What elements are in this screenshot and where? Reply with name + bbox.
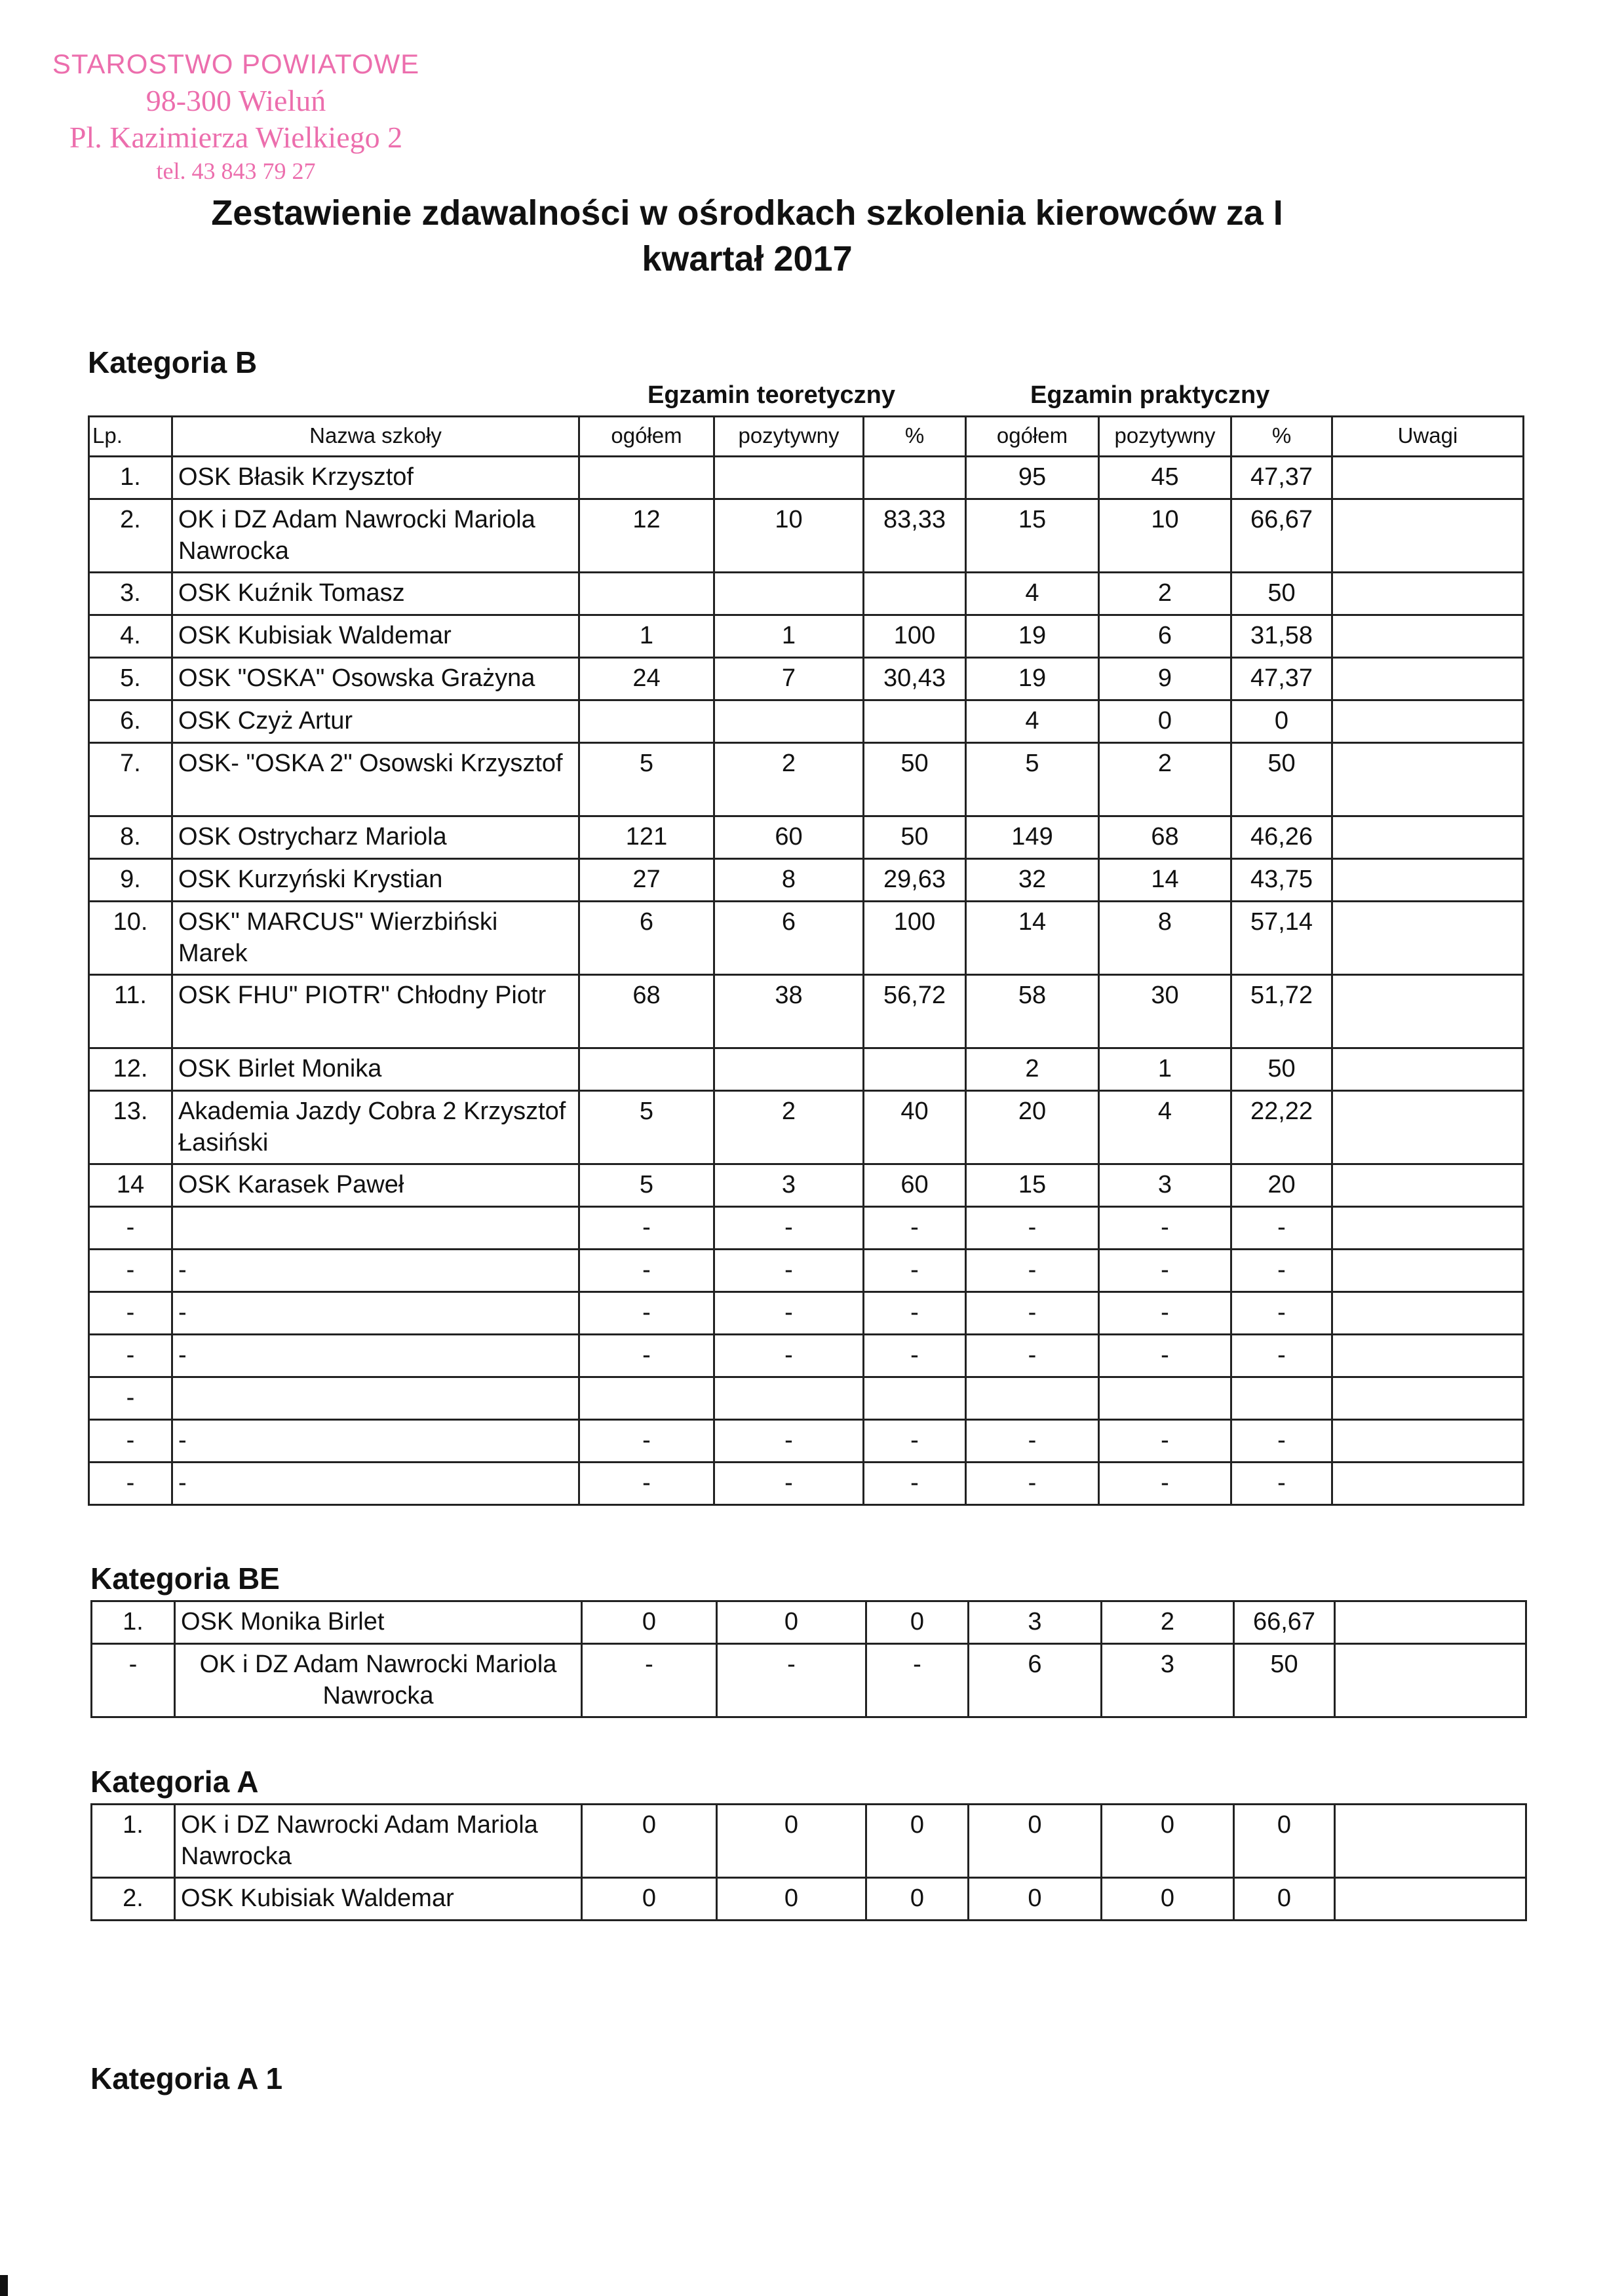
cell-school-name: OSK" MARCUS" Wierzbiński Marek [172,902,579,975]
cell-practice-passed: 14 [1099,859,1231,902]
cell-theory-passed [714,700,864,743]
category-a-heading: Kategoria A [90,1765,259,1799]
cell-practice-passed: - [1099,1335,1231,1377]
cell-theory-percent [864,573,966,615]
cell-theory-total: - [579,1335,714,1377]
table-row [89,1207,1524,1250]
cell-school-name [172,1207,579,1250]
column-header-theory-passed: pozytywny [714,417,864,457]
cell-practice-percent [1231,1377,1332,1420]
cell-practice-total: 0 [969,1878,1102,1921]
cell-theory-percent: - [866,1644,969,1717]
cell-theory-total: - [579,1250,714,1292]
title-line-1: Zestawienie zdawalności w ośrodkach szkolenia kierowców za I [211,193,1283,233]
cell-practice-passed: - [1099,1207,1231,1250]
table-row [92,1878,1526,1921]
table-row [89,1377,1524,1420]
cell-theory-percent: 83,33 [864,499,966,573]
cell-theory-percent: 100 [864,902,966,975]
cell-theory-percent [864,700,966,743]
cell-practice-passed: 68 [1099,816,1231,859]
cell-remarks [1332,499,1524,573]
cell-practice-total: 5 [966,743,1099,816]
cell-practice-percent: 20 [1231,1164,1332,1207]
cell-practice-total: 19 [966,615,1099,658]
table-row [89,1292,1524,1335]
cell-theory-total: 0 [582,1805,717,1878]
cell-theory-percent: 29,63 [864,859,966,902]
cell-lp: - [89,1335,172,1377]
cell-practice-total: 95 [966,457,1099,499]
cell-practice-percent: 50 [1234,1644,1335,1717]
cell-school-name: - [172,1335,579,1377]
cell-theory-total [579,700,714,743]
stamp-line: 98-300 Wieluń [145,84,326,117]
cell-practice-passed: 10 [1099,499,1231,573]
cell-remarks [1332,573,1524,615]
cell-lp: 1. [89,457,172,499]
cell-practice-passed: 45 [1099,457,1231,499]
stamp-line: tel. 43 843 79 27 [156,158,316,184]
cell-remarks [1332,902,1524,975]
cell-lp: 9. [89,859,172,902]
column-header-practice-total: ogółem [966,417,1099,457]
cell-theory-passed: 0 [717,1601,866,1644]
cell-lp: 1. [92,1601,175,1644]
cell-remarks [1332,1091,1524,1164]
cell-theory-passed: 8 [714,859,864,902]
cell-practice-total: 14 [966,902,1099,975]
cell-remarks [1332,1048,1524,1091]
cell-remarks [1332,1292,1524,1335]
cell-school-name: OSK "OSKA" Osowska Grażyna [172,658,579,700]
cell-theory-passed: 1 [714,615,864,658]
cell-theory-passed: - [714,1420,864,1463]
cell-practice-passed: - [1099,1292,1231,1335]
cell-theory-percent: - [864,1335,966,1377]
cell-school-name: OSK Karasek Paweł [172,1164,579,1207]
cell-remarks [1332,700,1524,743]
column-header-theory-total: ogółem [579,417,714,457]
table-row [89,1463,1524,1505]
cell-theory-passed: 60 [714,816,864,859]
stamp-line: Pl. Kazimierza Wielkiego 2 [69,121,403,154]
cell-theory-passed: - [714,1292,864,1335]
cell-theory-percent [864,1377,966,1420]
cell-theory-total: - [579,1420,714,1463]
table-row [89,658,1524,700]
table-row [89,1335,1524,1377]
stamp-line: STAROSTWO POWIATOWE [52,48,420,79]
cell-practice-total: - [966,1292,1099,1335]
cell-remarks [1332,615,1524,658]
cell-practice-total: 15 [966,499,1099,573]
cell-practice-total: - [966,1463,1099,1505]
cell-practice-passed: 6 [1099,615,1231,658]
cell-practice-passed: 2 [1102,1601,1234,1644]
cell-practice-passed: 0 [1102,1878,1234,1921]
cell-theory-percent [864,457,966,499]
cell-practice-percent: 50 [1231,1048,1332,1091]
cell-theory-passed: 38 [714,975,864,1048]
cell-lp: - [89,1207,172,1250]
column-header-practice-passed: pozytywny [1099,417,1231,457]
table-row [92,1601,1526,1644]
cell-school-name: OSK Birlet Monika [172,1048,579,1091]
cell-practice-total: - [966,1207,1099,1250]
cell-lp: 4. [89,615,172,658]
cell-theory-total: 5 [579,1164,714,1207]
cell-lp: 2. [92,1878,175,1921]
table-row [89,1420,1524,1463]
cell-theory-passed: 7 [714,658,864,700]
cell-practice-percent: - [1231,1292,1332,1335]
cell-school-name: - [172,1420,579,1463]
cell-practice-passed: 30 [1099,975,1231,1048]
cell-school-name: OSK Ostrycharz Mariola [172,816,579,859]
cell-remarks [1335,1805,1526,1878]
cell-theory-total: - [579,1207,714,1250]
table-row [92,1644,1526,1717]
table-row [89,615,1524,658]
table-row [89,457,1524,499]
cell-theory-passed [714,457,864,499]
cell-theory-total [579,1048,714,1091]
cell-practice-passed: - [1099,1463,1231,1505]
cell-practice-total: 19 [966,658,1099,700]
cell-practice-total: 15 [966,1164,1099,1207]
cell-practice-passed: 0 [1099,700,1231,743]
cell-lp: 7. [89,743,172,816]
theory-exam-group-header: Egzamin teoretyczny [648,381,895,409]
cell-practice-total: 6 [969,1644,1102,1717]
cell-theory-percent: 56,72 [864,975,966,1048]
cell-theory-percent: 50 [864,743,966,816]
cell-practice-percent: 66,67 [1234,1601,1335,1644]
cell-remarks [1332,1250,1524,1292]
cell-school-name [172,1377,579,1420]
cell-lp: 11. [89,975,172,1048]
cell-practice-percent: 47,37 [1231,658,1332,700]
cell-practice-total: - [966,1420,1099,1463]
cell-practice-total: 149 [966,816,1099,859]
cell-lp: - [89,1377,172,1420]
cell-theory-passed: 0 [717,1878,866,1921]
cell-lp: 6. [89,700,172,743]
cell-lp: 1. [92,1805,175,1878]
cell-school-name: OSK FHU" PIOTR" Chłodny Piotr [172,975,579,1048]
cell-remarks [1332,658,1524,700]
column-header-school-name: Nazwa szkoły [172,417,579,457]
cell-remarks [1332,1463,1524,1505]
cell-theory-percent: - [864,1463,966,1505]
cell-theory-percent: 40 [864,1091,966,1164]
cell-school-name: OSK Kubisiak Waldemar [175,1878,582,1921]
cell-school-name: OK i DZ Adam Nawrocki Mariola Nawrocka [172,499,579,573]
title-line-2: kwartał 2017 [642,239,853,278]
cell-practice-percent: 31,58 [1231,615,1332,658]
cell-theory-percent: 100 [864,615,966,658]
cell-theory-percent [864,1048,966,1091]
cell-lp: 12. [89,1048,172,1091]
cell-theory-percent: - [864,1207,966,1250]
cell-school-name: OSK Czyż Artur [172,700,579,743]
cell-remarks [1332,1164,1524,1207]
table-row [89,975,1524,1048]
cell-school-name: OK i DZ Nawrocki Adam Mariola Nawrocka [175,1805,582,1878]
column-header-theory-percent: % [864,417,966,457]
cell-practice-passed: 3 [1102,1644,1234,1717]
cell-practice-total: 20 [966,1091,1099,1164]
practical-exam-group-header: Egzamin praktyczny [1030,381,1270,409]
cell-theory-passed: - [714,1250,864,1292]
cell-theory-passed: - [714,1463,864,1505]
cell-practice-passed: 2 [1099,743,1231,816]
cell-lp: - [89,1292,172,1335]
table-row [89,499,1524,573]
cell-theory-total: - [579,1463,714,1505]
header-row [89,417,1524,457]
cell-practice-passed: 8 [1099,902,1231,975]
cell-lp: 8. [89,816,172,859]
cell-theory-passed [714,573,864,615]
table-row [89,700,1524,743]
cell-school-name: OK i DZ Adam Nawrocki Mariola Nawrocka [175,1644,582,1717]
cell-theory-percent: 0 [866,1601,969,1644]
cell-practice-passed: 3 [1099,1164,1231,1207]
table-row [92,1805,1526,1878]
cell-school-name: OSK Monika Birlet [175,1601,582,1644]
cell-lp: 2. [89,499,172,573]
cell-practice-passed: 0 [1102,1805,1234,1878]
cell-theory-total: 5 [579,743,714,816]
cell-practice-total: 3 [969,1601,1102,1644]
cell-theory-passed: - [714,1335,864,1377]
cell-remarks [1332,743,1524,816]
cell-school-name: OSK Kurzyński Krystian [172,859,579,902]
table-row [89,1164,1524,1207]
cell-practice-percent: - [1231,1207,1332,1250]
cell-practice-percent: - [1231,1463,1332,1505]
cell-theory-passed [714,1048,864,1091]
cell-practice-percent: - [1231,1420,1332,1463]
cell-theory-total: 0 [582,1601,717,1644]
cell-theory-passed: 2 [714,743,864,816]
cell-theory-percent: 60 [864,1164,966,1207]
cell-lp: 10. [89,902,172,975]
category-a1-heading: Kategoria A 1 [90,2061,283,2095]
cell-theory-passed: - [717,1644,866,1717]
cell-theory-passed: 2 [714,1091,864,1164]
cell-school-name: OSK Kuźnik Tomasz [172,573,579,615]
category-a-table [90,1803,1527,1921]
cell-theory-total: 6 [579,902,714,975]
table-row [89,859,1524,902]
cell-theory-passed: 3 [714,1164,864,1207]
cell-theory-percent: - [864,1250,966,1292]
cell-remarks [1332,1420,1524,1463]
cell-practice-total: 4 [966,573,1099,615]
category-be-table [90,1600,1527,1718]
cell-school-name: OSK Kubisiak Waldemar [172,615,579,658]
table-row [89,902,1524,975]
cell-lp: 5. [89,658,172,700]
table-row [89,1091,1524,1164]
cell-theory-total: - [579,1292,714,1335]
cell-theory-total: 121 [579,816,714,859]
cell-remarks [1332,1207,1524,1250]
cell-theory-total: 27 [579,859,714,902]
cell-theory-passed: 6 [714,902,864,975]
cell-practice-percent: - [1231,1335,1332,1377]
cell-practice-total: 2 [966,1048,1099,1091]
cell-practice-total: - [966,1335,1099,1377]
cell-remarks [1332,1335,1524,1377]
cell-practice-passed [1099,1377,1231,1420]
cell-theory-percent: 30,43 [864,658,966,700]
document-title [131,190,1363,282]
cell-theory-percent: 50 [864,816,966,859]
cell-practice-percent: 0 [1234,1878,1335,1921]
cell-lp: 13. [89,1091,172,1164]
cell-theory-percent: - [864,1420,966,1463]
cell-theory-percent: 0 [866,1805,969,1878]
cell-practice-percent: 46,26 [1231,816,1332,859]
cell-school-name: OSK Błasik Krzysztof [172,457,579,499]
cell-practice-percent: 0 [1231,700,1332,743]
cell-practice-percent: 43,75 [1231,859,1332,902]
cell-practice-percent: 57,14 [1231,902,1332,975]
cell-practice-passed: 9 [1099,658,1231,700]
cell-theory-percent: - [864,1292,966,1335]
cell-practice-passed: 4 [1099,1091,1231,1164]
cell-theory-total: 24 [579,658,714,700]
cell-practice-percent: 50 [1231,573,1332,615]
cell-lp: - [92,1644,175,1717]
cell-remarks [1332,975,1524,1048]
scan-mark [0,2275,8,2296]
cell-school-name: - [172,1250,579,1292]
cell-remarks [1332,457,1524,499]
cell-practice-percent: 66,67 [1231,499,1332,573]
cell-lp: 14 [89,1164,172,1207]
cell-practice-percent: 47,37 [1231,457,1332,499]
category-be-heading: Kategoria BE [90,1561,280,1596]
cell-theory-total: - [582,1644,717,1717]
cell-lp: - [89,1420,172,1463]
column-header-practice-percent: % [1231,417,1332,457]
cell-practice-percent: 51,72 [1231,975,1332,1048]
cell-remarks [1332,816,1524,859]
table-row [89,1250,1524,1292]
cell-theory-passed: - [714,1207,864,1250]
cell-theory-total [579,457,714,499]
cell-remarks [1335,1644,1526,1717]
cell-theory-total: 0 [582,1878,717,1921]
cell-theory-total [579,573,714,615]
cell-practice-total: 58 [966,975,1099,1048]
cell-practice-total [966,1377,1099,1420]
column-header-remarks: Uwagi [1332,417,1524,457]
cell-remarks [1332,859,1524,902]
cell-remarks [1332,1377,1524,1420]
cell-theory-percent: 0 [866,1878,969,1921]
cell-school-name: Akademia Jazdy Cobra 2 Krzysztof Łasiński [172,1091,579,1164]
category-b-table [88,415,1524,1506]
cell-practice-total: 0 [969,1805,1102,1878]
cell-theory-passed: 0 [717,1805,866,1878]
cell-theory-passed [714,1377,864,1420]
cell-lp: - [89,1250,172,1292]
cell-school-name: - [172,1463,579,1505]
column-header-lp: Lp. [89,417,172,457]
cell-theory-total [579,1377,714,1420]
cell-theory-total: 68 [579,975,714,1048]
table-row [89,573,1524,615]
office-stamp [39,46,433,186]
cell-practice-percent: 22,22 [1231,1091,1332,1164]
cell-remarks [1335,1878,1526,1921]
cell-practice-percent: 50 [1231,743,1332,816]
cell-practice-passed: - [1099,1420,1231,1463]
cell-practice-total: 4 [966,700,1099,743]
cell-practice-passed: 1 [1099,1048,1231,1091]
cell-theory-passed: 10 [714,499,864,573]
cell-practice-total: - [966,1250,1099,1292]
cell-remarks [1335,1601,1526,1644]
cell-practice-total: 32 [966,859,1099,902]
table-row [89,1048,1524,1091]
cell-school-name: OSK- "OSKA 2" Osowski Krzysztof [172,743,579,816]
category-b-heading: Kategoria B [88,345,258,379]
table-row [89,743,1524,816]
cell-theory-total: 5 [579,1091,714,1164]
cell-practice-percent: 0 [1234,1805,1335,1878]
cell-theory-total: 12 [579,499,714,573]
cell-practice-passed: 2 [1099,573,1231,615]
cell-lp: 3. [89,573,172,615]
cell-theory-total: 1 [579,615,714,658]
cell-practice-passed: - [1099,1250,1231,1292]
cell-practice-percent: - [1231,1250,1332,1292]
table-row [89,816,1524,859]
cell-lp: - [89,1463,172,1505]
cell-school-name: - [172,1292,579,1335]
